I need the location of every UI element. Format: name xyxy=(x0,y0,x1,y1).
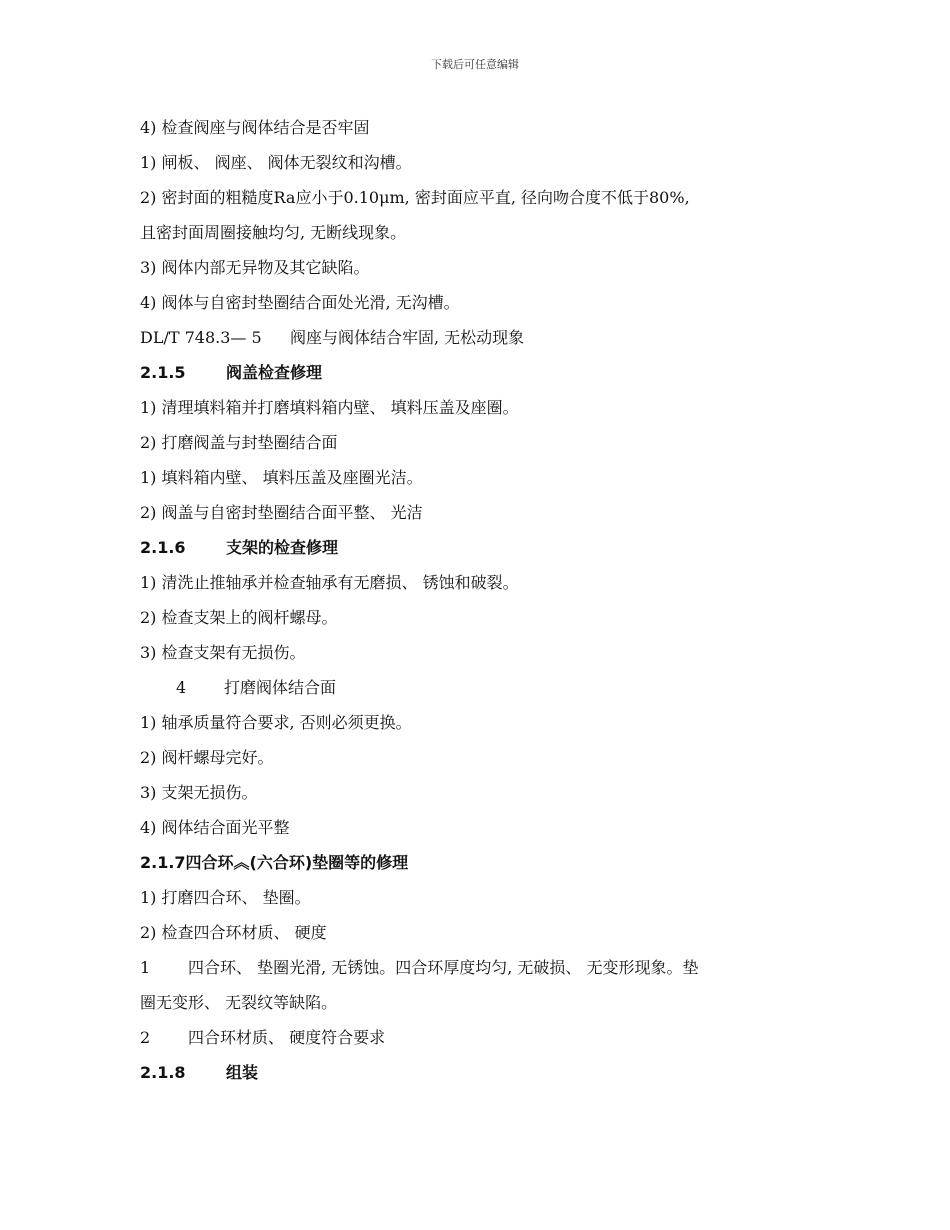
numbered-item xyxy=(140,670,820,705)
numbered-item xyxy=(140,950,820,985)
text-line xyxy=(140,110,820,145)
line-text: 四合环、 垫圈光滑, 无锈蚀。四合环厚度均匀, 无破损、 无变形现象。垫 xyxy=(188,958,699,977)
item-number: 1 xyxy=(140,958,151,977)
section-title: 阀盖检查修理 xyxy=(226,363,323,382)
text-line xyxy=(140,775,820,810)
section-title: 组装 xyxy=(226,1063,259,1082)
line-text: 1) 轴承质量符合要求, 否则必须更换。 xyxy=(140,713,412,732)
text-line xyxy=(140,985,820,1020)
line-text: 1) 闸板、 阀座、 阀体无裂纹和沟槽。 xyxy=(140,153,412,172)
line-text: 4) 阀体结合面光平整 xyxy=(140,818,290,837)
page-header: 下载后可任意编辑 xyxy=(431,58,519,71)
line-text: 4) 阀体与自密封垫圈结合面处光滑, 无沟槽。 xyxy=(140,293,460,312)
text-line xyxy=(140,705,820,740)
text-line xyxy=(140,285,820,320)
numbered-item xyxy=(140,1020,820,1055)
line-text: 1) 清理填料箱并打磨填料箱内壁、 填料压盖及座圈。 xyxy=(140,398,519,417)
section-number: 2.1.6 xyxy=(140,538,186,557)
line-text: 4) 检查阀座与阀体结合是否牢固 xyxy=(140,118,370,137)
text-line xyxy=(140,425,820,460)
text-line xyxy=(140,215,820,250)
text-line xyxy=(140,180,820,215)
text-line xyxy=(140,495,820,530)
text-line xyxy=(140,250,820,285)
line-text: 阀座与阀体结合牢固, 无松动现象 xyxy=(290,328,525,347)
line-text: 2) 密封面的粗糙度Ra应小于0.10μm, 密封面应平直, 径向吻合度不低于80%, xyxy=(140,188,690,207)
text-line xyxy=(140,600,820,635)
section-number: 2.1.8 xyxy=(140,1063,186,1082)
section-heading xyxy=(140,1055,820,1090)
text-line xyxy=(140,390,820,425)
line-text: 打磨阀体结合面 xyxy=(224,678,337,697)
section-number: 2.1.5 xyxy=(140,363,186,382)
line-text: 四合环材质、 硬度符合要求 xyxy=(188,1028,386,1047)
text-line xyxy=(140,145,820,180)
text-line xyxy=(140,635,820,670)
line-text: 1) 打磨四合环、 垫圈。 xyxy=(140,888,311,907)
text-line xyxy=(140,810,820,845)
text-line xyxy=(140,740,820,775)
line-text: 2) 检查四合环材质、 硬度 xyxy=(140,923,327,942)
line-text: 1) 清洗止推轴承并检查轴承有无磨损、 锈蚀和破裂。 xyxy=(140,573,519,592)
section-heading xyxy=(140,355,820,390)
standard-reference-line xyxy=(140,320,820,355)
line-text: 1) 填料箱内壁、 填料压盖及座圈光洁。 xyxy=(140,468,423,487)
line-text: 圈无变形、 无裂纹等缺陷。 xyxy=(140,993,338,1012)
line-text: 2) 打磨阀盖与封垫圈结合面 xyxy=(140,433,338,452)
line-text: 3) 阀体内部无异物及其它缺陷。 xyxy=(140,258,370,277)
text-line xyxy=(140,460,820,495)
item-number: 4 xyxy=(176,678,187,697)
line-text: 2) 阀杆螺母完好。 xyxy=(140,748,274,767)
line-text: 且密封面周圈接触均匀, 无断线现象。 xyxy=(140,223,407,242)
section-heading xyxy=(140,845,820,880)
item-number: 2 xyxy=(140,1028,151,1047)
section-title: 2.1.7四合环︽(六合环)垫圈等的修理 xyxy=(140,853,409,872)
standard-number: DL/T 748.3— 5 xyxy=(140,328,262,347)
line-text: 3) 检查支架有无损伤。 xyxy=(140,643,306,662)
line-text: 3) 支架无损伤。 xyxy=(140,783,258,802)
section-heading xyxy=(140,530,820,565)
text-line xyxy=(140,565,820,600)
section-title: 支架的检查修理 xyxy=(226,538,339,557)
line-text: 2) 阀盖与自密封垫圈结合面平整、 光洁 xyxy=(140,503,423,522)
text-line xyxy=(140,915,820,950)
text-line xyxy=(140,880,820,915)
document-body xyxy=(140,110,820,1090)
line-text: 2) 检查支架上的阀杆螺母。 xyxy=(140,608,338,627)
